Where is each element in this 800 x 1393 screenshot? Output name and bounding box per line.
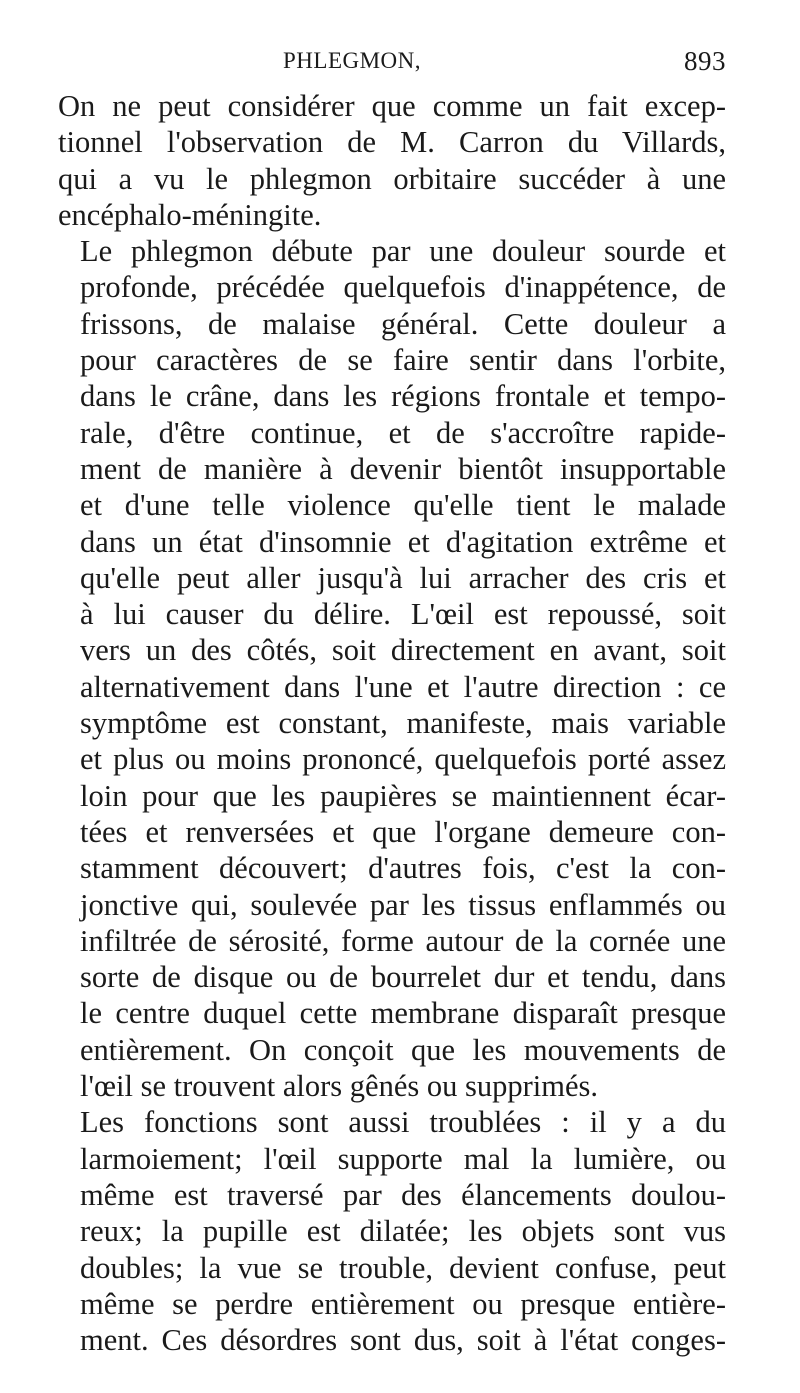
text-line: ment de manière à devenir bientôt insupportable	[80, 451, 726, 486]
text-line: qui a vu le phlegmon orbitaire succéder à une	[58, 161, 726, 196]
text-line: profonde, précédée quelquefois d'inappétence, de	[80, 270, 726, 305]
text-line: symptôme est constant, manifeste, mais variable	[80, 706, 726, 741]
running-head	[58, 48, 726, 88]
text-line: sorte de disque ou de bourrelet dur et tendu, dans	[80, 960, 726, 995]
text-line: alternativement dans l'une et l'autre direction : ce	[80, 669, 726, 704]
book-page	[58, 48, 726, 1358]
text-line: larmoiement; l'œil supporte mal la lumière, ou	[80, 1141, 726, 1176]
text-line: ment. Ces désordres sont dus, soit à l'état conges-	[80, 1323, 726, 1358]
text-line: tionnel l'observation de M. Carron du Villards,	[58, 125, 726, 160]
text-line: qu'elle peut aller jusqu'à lui arracher des cris et	[80, 560, 726, 595]
text-line: à lui causer du délire. L'œil est repoussé, soit	[80, 597, 726, 632]
text-line: dans un état d'insomnie et d'agitation extrême et	[80, 524, 726, 559]
body-text	[58, 88, 726, 1358]
text-line: Le phlegmon débute par une douleur sourde et	[80, 234, 726, 269]
text-line: dans le crâne, dans les régions frontale et tempo-	[80, 379, 726, 414]
text-line: doubles; la vue se trouble, devient confuse, peut	[80, 1250, 726, 1285]
paragraph-3	[58, 1104, 726, 1358]
text-line: encéphalo-méningite.	[58, 197, 322, 232]
text-line: Les fonctions sont aussi troublées : il y a du	[80, 1105, 726, 1140]
text-line: le centre duquel cette membrane disparaît presque	[80, 996, 726, 1031]
text-line: jonctive qui, soulevée par les tissus enflammés ou	[80, 887, 726, 922]
text-line: même est traversé par des élancements doulou-	[80, 1177, 726, 1212]
text-line: l'œil se trouvent alors gênés ou supprimés.	[80, 1069, 598, 1104]
text-line: entièrement. On conçoit que les mouvements de	[80, 1032, 726, 1067]
text-line: reux; la pupille est dilatée; les objets sont vus	[80, 1214, 726, 1249]
text-line: On ne peut considérer que comme un fait excep-	[58, 89, 726, 123]
text-line: stamment découvert; d'autres fois, c'est la con-	[80, 851, 726, 886]
text-line: infiltrée de sérosité, forme autour de la cornée une	[80, 923, 726, 958]
running-title: PHLEGMON,	[283, 48, 422, 73]
text-line: rale, d'être continue, et de s'accroître rapide-	[80, 415, 726, 450]
paragraph-2	[58, 233, 726, 1104]
text-line: pour caractères de se faire sentir dans l'orbite,	[80, 343, 726, 378]
text-line: frissons, de malaise général. Cette douleur a	[80, 306, 726, 341]
text-line: tées et renversées et que l'organe demeure con-	[80, 814, 726, 849]
text-line: vers un des côtés, soit directement en avant, soit	[80, 633, 726, 668]
text-line: même se perdre entièrement ou presque entière-	[80, 1286, 726, 1321]
paragraph-1	[58, 88, 726, 233]
text-line: loin pour que les paupières se maintiennent écar-	[80, 778, 726, 813]
text-line: et d'une telle violence qu'elle tient le malade	[80, 488, 726, 523]
page-number: 893	[684, 46, 726, 76]
text-line: et plus ou moins prononcé, quelquefois porté assez	[80, 742, 726, 777]
